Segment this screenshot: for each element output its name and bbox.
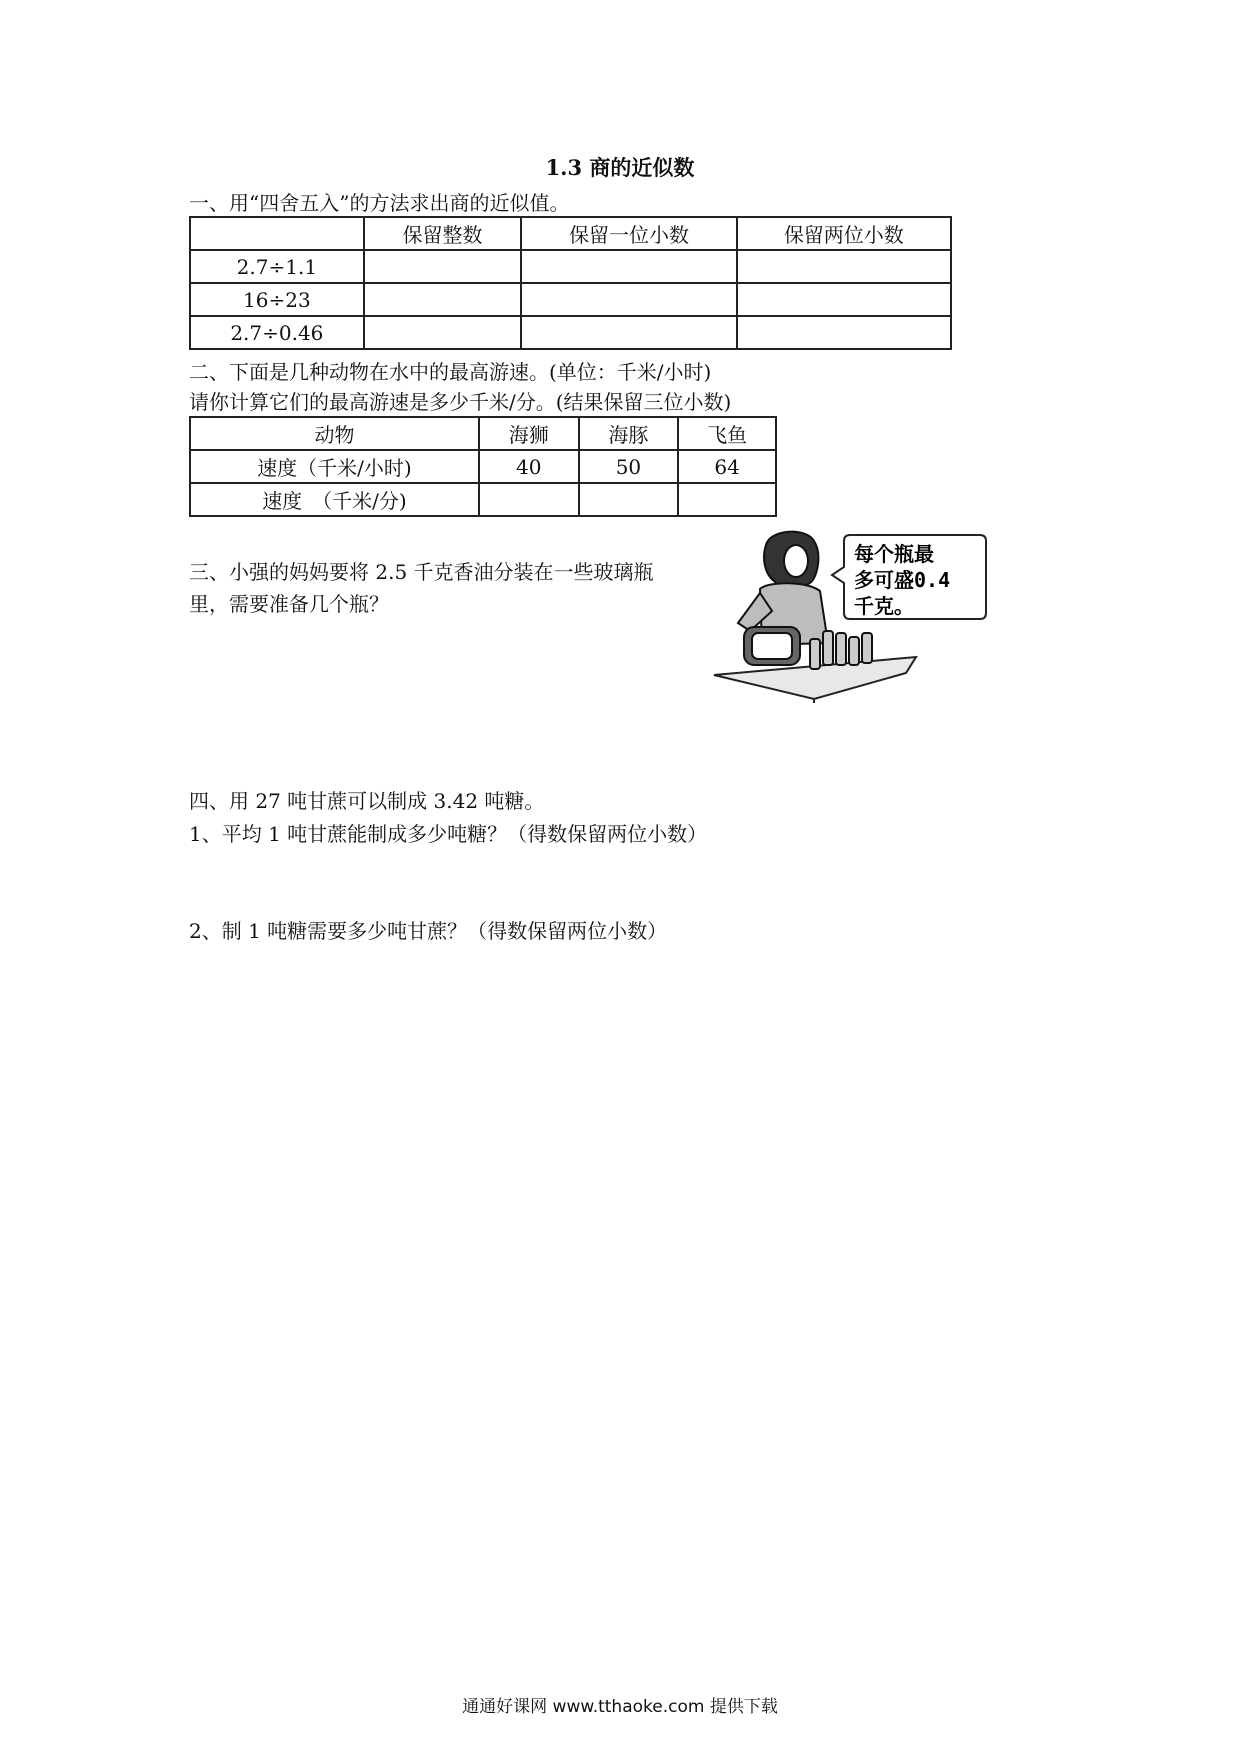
table-row — [190, 250, 951, 283]
answer-cell[interactable] — [521, 283, 736, 316]
row-label: 速度（千米/小时) — [190, 450, 479, 483]
answer-cell[interactable] — [521, 250, 736, 283]
table-header-cell: 动物 — [190, 417, 479, 450]
section1-heading: 一、用“四舍五入”的方法求出商的近似值。 — [189, 191, 570, 215]
answer-cell[interactable] — [678, 483, 776, 516]
woman-filling-bottles-illustration — [710, 527, 990, 707]
answer-cell[interactable] — [364, 250, 522, 283]
table-row — [190, 283, 951, 316]
answer-cell[interactable] — [364, 316, 522, 349]
value-cell: 64 — [678, 450, 776, 483]
bubble-line: 多可盛0.4 — [854, 568, 951, 592]
table-header-cell: 海豚 — [579, 417, 679, 450]
footer-credit: 通通好课网 www.tthaoke.com 提供下载 — [462, 1697, 778, 1717]
row-label: 速度 （千米/分) — [190, 483, 479, 516]
section4-question2: 2、制 1 吨糖需要多少吨甘蔗？（得数保留两位小数） — [189, 919, 668, 943]
speed-table — [189, 416, 777, 517]
table-header-row — [190, 417, 776, 450]
answer-cell[interactable] — [579, 483, 679, 516]
page-title: 1.3 商的近似数 — [545, 155, 695, 180]
table-header-cell: 保留两位小数 — [737, 217, 951, 250]
section2-line1: 二、下面是几种动物在水中的最高游速。(单位：千米/小时) — [189, 360, 712, 384]
table-row — [190, 483, 776, 516]
section4-heading: 四、用 27 吨甘蔗可以制成 3.42 吨糖。 — [189, 789, 545, 813]
expression-cell: 2.7÷0.46 — [190, 316, 364, 349]
bubble-line: 千克。 — [854, 594, 914, 618]
answer-cell[interactable] — [737, 250, 951, 283]
answer-cell[interactable] — [737, 283, 951, 316]
answer-cell[interactable] — [479, 483, 579, 516]
expression-cell: 16÷23 — [190, 283, 364, 316]
value-cell: 40 — [479, 450, 579, 483]
answer-cell[interactable] — [737, 316, 951, 349]
answer-cell[interactable] — [364, 283, 522, 316]
section3-line2: 里，需要准备几个瓶？ — [189, 592, 389, 616]
approximation-table — [189, 216, 952, 350]
bubble-line: 每个瓶最 — [854, 542, 934, 566]
value-cell: 50 — [579, 450, 679, 483]
section3-line1: 三、小强的妈妈要将 2.5 千克香油分装在一些玻璃瓶 — [189, 560, 654, 584]
table-header-row — [190, 217, 951, 250]
table-header-cell: 保留整数 — [364, 217, 522, 250]
table-header-cell: 保留一位小数 — [521, 217, 736, 250]
table-header-cell: 海狮 — [479, 417, 579, 450]
table-header-cell — [190, 217, 364, 250]
table-row — [190, 316, 951, 349]
expression-cell: 2.7÷1.1 — [190, 250, 364, 283]
table-row — [190, 450, 776, 483]
answer-cell[interactable] — [521, 316, 736, 349]
section2-line2: 请你计算它们的最高游速是多少千米/分。(结果保留三位小数) — [189, 390, 732, 414]
section4-question1: 1、平均 1 吨甘蔗能制成多少吨糖？（得数保留两位小数） — [189, 822, 708, 846]
table-header-cell: 飞鱼 — [678, 417, 776, 450]
